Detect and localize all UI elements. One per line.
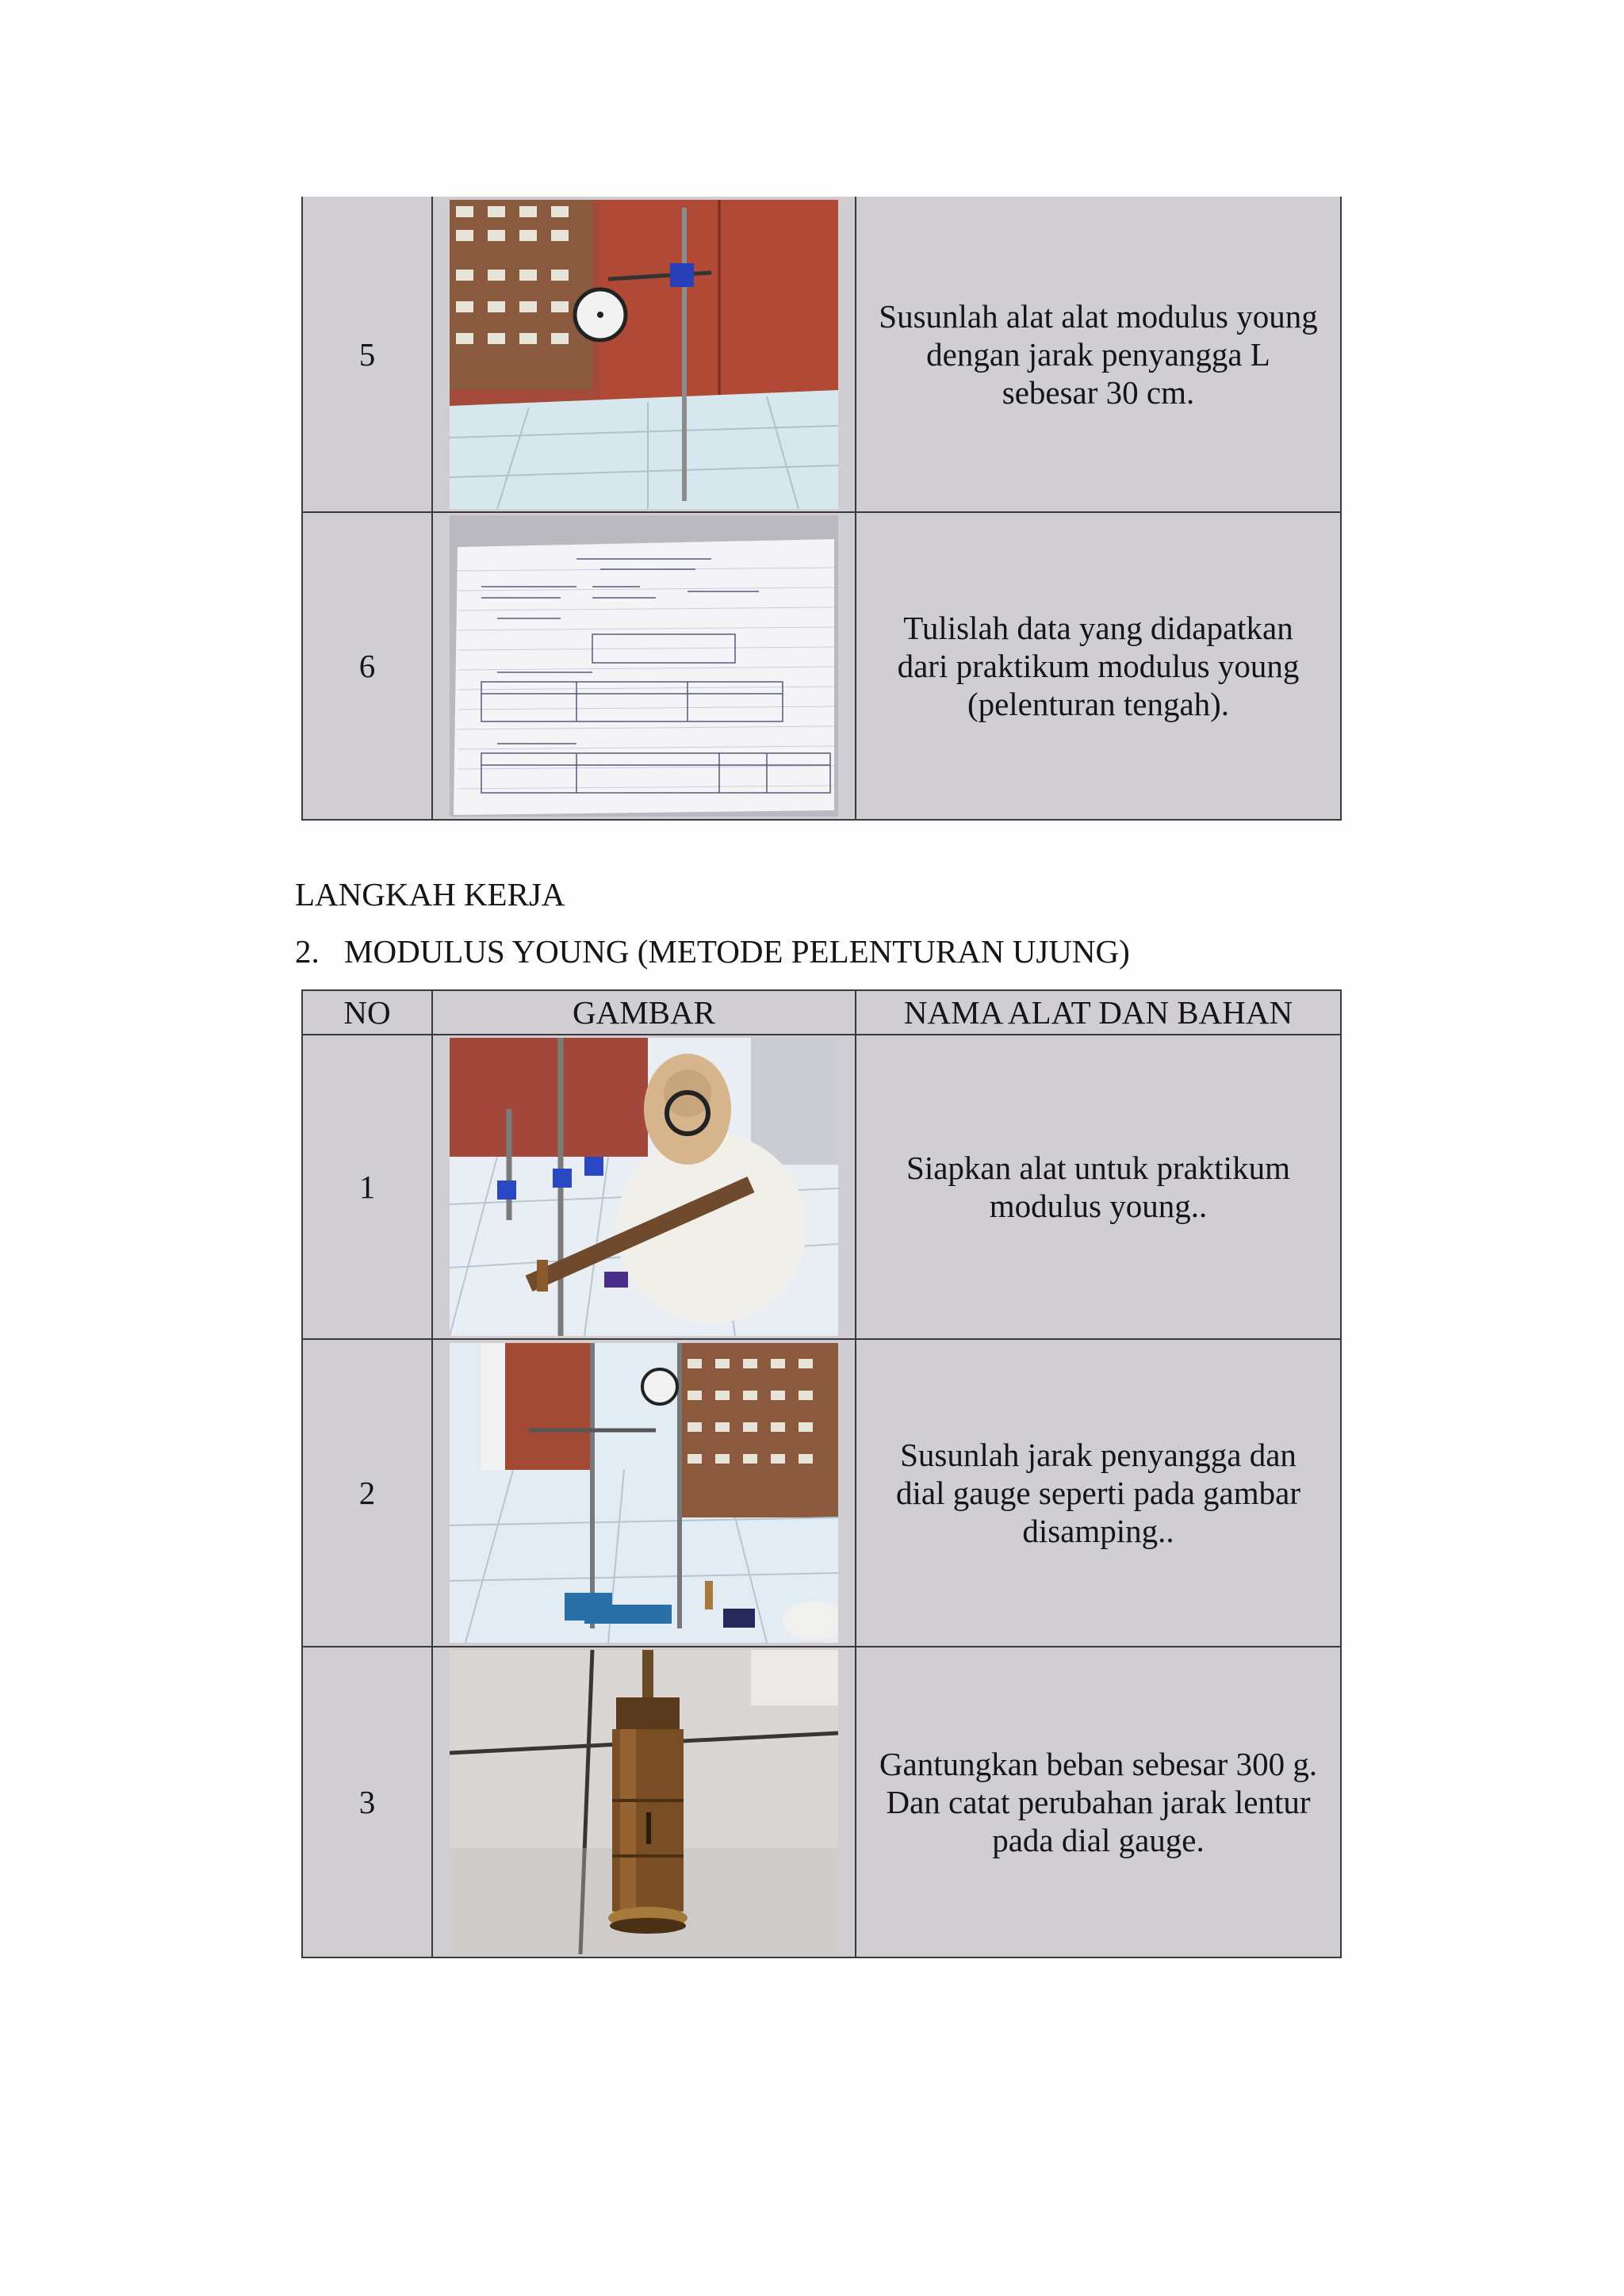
step-number: 1 bbox=[302, 1035, 432, 1339]
table-row bbox=[302, 1035, 1341, 1339]
column-header-no: NO bbox=[302, 990, 432, 1035]
step-image-cell bbox=[432, 1035, 856, 1339]
student-setting-up-apparatus-photo bbox=[450, 1038, 838, 1336]
table-row bbox=[302, 512, 1341, 820]
table-header-row bbox=[302, 990, 1341, 1035]
stand-dial-gauge-photo bbox=[450, 200, 838, 509]
step-description: Susunlah jarak penyangga dan dial gauge seperti pada gambar disamping.. bbox=[856, 1339, 1341, 1647]
table-row bbox=[302, 1339, 1341, 1647]
step-number: 6 bbox=[302, 512, 432, 820]
section-title-text: MODULUS YOUNG (METODE PELENTURAN UJUNG) bbox=[344, 933, 1130, 970]
step-description: Gantungkan beban sebesar 300 g. Dan catat perubahan jarak lentur pada dial gauge. bbox=[856, 1647, 1341, 1957]
section-number: 2. bbox=[295, 933, 320, 970]
step-number: 5 bbox=[302, 197, 432, 512]
column-header-description: NAMA ALAT DAN BAHAN bbox=[856, 990, 1341, 1035]
procedure-table bbox=[301, 989, 1342, 1958]
step-description: Tulislah data yang didapatkan dari praktikum modulus young (pelenturan tengah). bbox=[856, 512, 1341, 820]
step-image-cell bbox=[432, 1647, 856, 1957]
section-title bbox=[295, 932, 1130, 970]
step-number: 2 bbox=[302, 1339, 432, 1647]
step-description: Susunlah alat alat modulus young dengan jarak penyangga L sebesar 30 cm. bbox=[856, 197, 1341, 512]
handwritten-data-sheet-photo bbox=[450, 515, 838, 817]
step-number: 3 bbox=[302, 1647, 432, 1957]
column-header-image: GAMBAR bbox=[432, 990, 856, 1035]
step-description: Siapkan alat untuk praktikum modulus young.. bbox=[856, 1035, 1341, 1339]
step-image-cell bbox=[432, 1339, 856, 1647]
hanging-load-300g-photo bbox=[450, 1650, 838, 1954]
table-row bbox=[302, 197, 1341, 512]
procedure-table-continued bbox=[301, 197, 1342, 821]
step-image-cell bbox=[432, 197, 856, 512]
step-image-cell bbox=[432, 512, 856, 820]
table-row bbox=[302, 1647, 1341, 1957]
section-heading: LANGKAH KERJA bbox=[295, 876, 565, 913]
supports-and-dial-gauge-photo bbox=[450, 1343, 838, 1643]
